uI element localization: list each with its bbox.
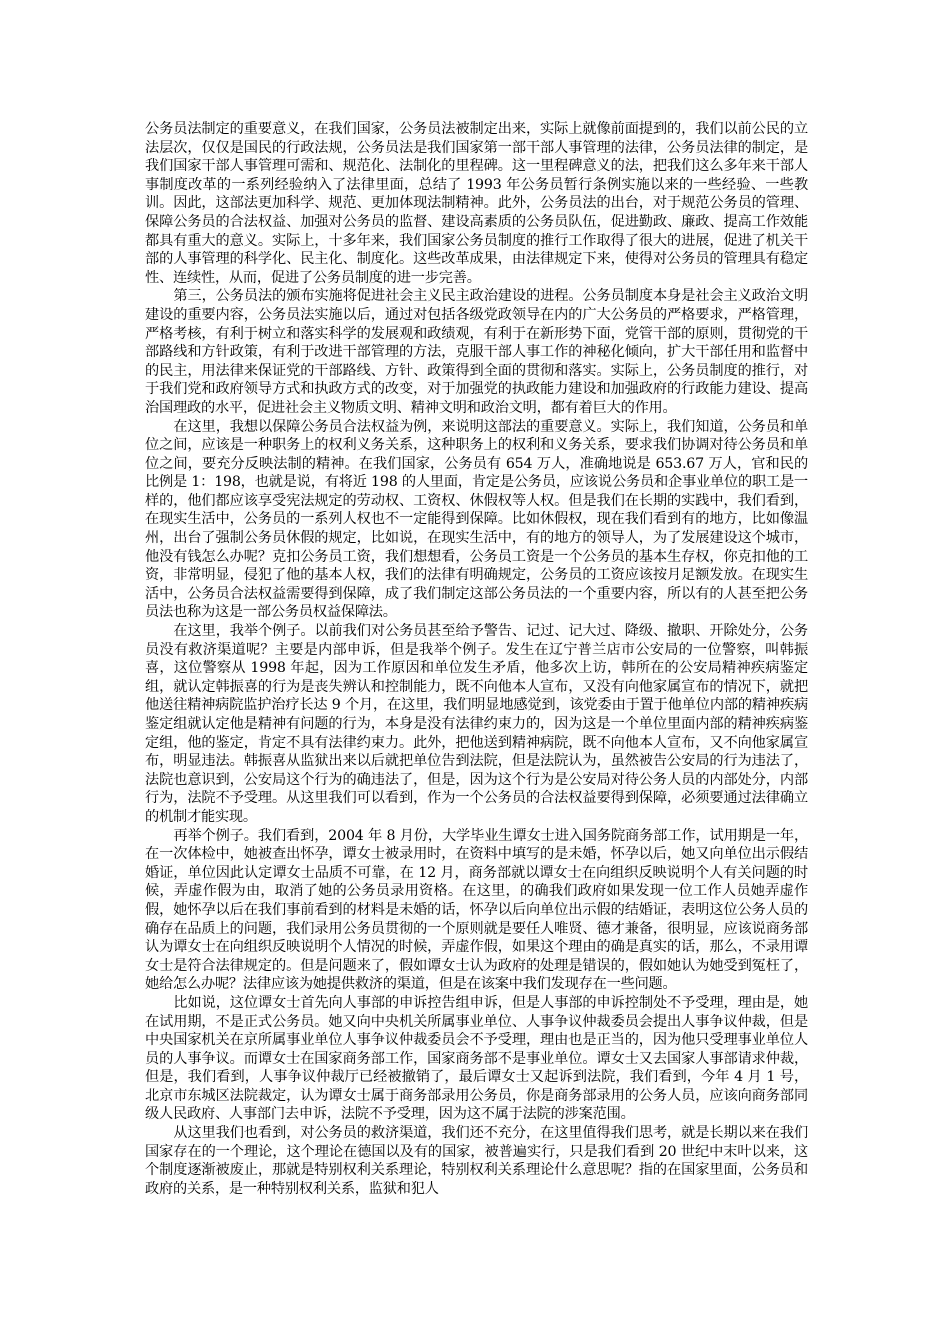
- document-page: [145, 120, 808, 1198]
- paragraph-appeal-channels: 比如说，这位谭女士首先向人事部的申诉控告组申诉，但是人事部的申诉控制处不予受理，理由是，她在试用期，不是正式公务员。她又向中央机关所属事业单位、人事争议仲裁委员会提出人事争议仲裁，但是中央国家机关在京所属事业单位人事争议仲裁委员会不予受理，理由也是正当的，因为他只受理事业单位人员的人事争议。而谭女士在国家商务部工作，国家商务部不是事业单位。谭女士又去国家人事部请求仲裁，但是，我们看到，人事争议仲裁厅已经被撤销了，最后谭女士又起诉到法院，我们看到，今年 4 月 1 号，北京市东城区法院裁定，认为谭女士属于商务部录用公务员，你是商务部录用的公务人员，应该向商务部同级人民政府、人事部门去申诉，法院不予受理，因为这不属于法院的涉案范围。: [145, 994, 808, 1123]
- paragraph-example-commerce: 再举个例子。我们看到，2004 年 8 月份，大学毕业生谭女士进入国务院商务部工作，试用期是一年，在一次体检中，她被查出怀孕，谭女士被录用时，在资料中填写的是未婚，怀孕以后，她又向单位出示假结婚证，单位因此认定谭女士品质不可靠，在 12 月，商务部就以谭女士在向组织反映说明个人有关问题的时候，弄虚作假为由，取消了她的公务员录用资格。在这里，的确我们政府如果发现一位工作人员她弄虚作假，她怀孕以后在我们事前看到的材料是未婚的话，怀孕以后向单位出示假的结婚证，表明这位公务人员的确存在品质上的问题，我们录用公务员贯彻的一个原则就是要任人唯贤、德才兼备，很明显，应该说商务部认为谭女士在向组织反映说明个人情况的时候，弄虚作假，如果这个理由的确是真实的话，那么，不录用谭女士是符合法律规定的。但是问题来了，假如谭女士认为政府的处理是错误的，假如她认为她受到冤枉了，她给怎么办呢？法律应该为她提供救济的渠道，但是在该案中我们发现存在一些问题。: [145, 827, 808, 993]
- paragraph-third-point: 第三，公务员法的颁布实施将促进社会主义民主政治建设的进程。公务员制度本身是社会主义政治文明建设的重要内容，公务员法实施以后，通过对包括各级党政领导在内的广大公务员的严格要求，严格管理，严格考核，有利于树立和落实科学的发展观和政绩观，有利于在新形势下面，党管干部的原则，贯彻党的干部路线和方针政策，有利于改进干部管理的方法，克服干部人事工作的神秘化倾向，扩大干部任用和监督中的民主，用法律来保证党的干部路线、方针、政策得到全面的贯彻和落实。实际上，公务员制度的推行，对于我们党和政府领导方式和执政方式的改变，对于加强党的执政能力建设和加强政府的行政能力建设、提高治国理政的水平，促进社会主义物质文明、精神文明和政治文明，都有着巨大的作用。: [145, 288, 808, 416]
- paragraph-rights-protection: 在这里，我想以保障公务员合法权益为例，来说明这部法的重要意义。实际上，我们知道，公务员和单位之间，应该是一种职务上的权利义务关系，这种职务上的权利和义务关系，要求我们协调对待公务员和单位之间，要充分反映法制的精神。在我们国家，公务员有 654 万人，准确地说是 653.67 万人，官和民的比例是 1：198，也就是说，有将近 198 的人里面，肯定是公务员，应该说公务员和企事业单位的职工是一样的，他们都应该享受宪法规定的劳动权、工资权、休假权等人权。但是我们在长期的实践中，我们看到，在现实生活中，公务员的一系列人权也不一定能得到保障。比如休假权，现在我们看到有的地方，比如像温州，出台了强制公务员休假的规定，比如说，在现实生活中，有的地方的领导人，为了发展建设这个城市，他没有钱怎么办呢？克扣公务员工资，我们想想看，公务员工资是一个公务员的基本生存权，你克扣他的工资，非常明显，侵犯了他的基本人权，我们的法律有明确规定，公务员的工资应该按月足额发放。在现实生活中，公务员合法权益需要得到保障，成了我们制定这部公务员法的一个重要内容，所以有的人甚至把公务员法也称为这是一部公务员权益保障法。: [145, 418, 808, 621]
- paragraph-special-relationship: 从这里我们也看到，对公务员的救济渠道，我们还不充分，在这里值得我们思考，就是长期以来在我们国家存在的一个理论，这个理论在德国以及有的国家，被普遍实行，只是我们看到 20 世纪中末叶以来，这个制度逐渐被废止，那就是特别权利关系理论，特别权利关系理论什么意思呢？指的在国家里面，公务员和政府的关系，是一种特别权利关系，监狱和犯人: [145, 1125, 808, 1197]
- paragraph-example-police: 在这里，我举个例子。以前我们对公务员甚至给予警告、记过、记大过、降级、撤职、开除处分，公务员没有救济渠道呢？主要是内部申诉，但是我举个例子。发生在辽宁普兰店市公安局的一位警察，叫韩振喜，这位警察从 1998 年起，因为工作原因和单位发生矛盾，他多次上访，韩所在的公安局精神疾病鉴定组，就认定韩振喜的行为是丧失辨认和控制能力，既不向他本人宣布，又没有向他家属宣布的情况下，就把他送往精神病院监护治疗长达 9 个月，在这里，我们明显地感觉到，该党委由于置于他单位内部的精神疾病鉴定组就认定他是精神有问题的行为，本身是没有法律约束力的，因为这是一个单位里面内部的精神疾病鉴定组，他的鉴定，肯定不具有法律约束力。此外，把他送到精神病院，既不向他本人宣布，又不向他家属宣布，明显违法。韩振喜从监狱出来以后就把单位告到法院，但是法院认为，虽然被告公安局的行为违法了，法院也意识到，公安局这个行为的确违法了，但是，因为这个行为是公安局对待公务人员的内部处分，内部行为，法院不予受理。从这里我们可以看到，作为一个公务员的合法权益要得到保障，必须要通过法律确立的机制才能实现。: [145, 623, 808, 825]
- paragraph-significance: 公务员法制定的重要意义，在我们国家，公务员法被制定出来，实际上就像前面提到的，我们以前公民的立法层次，仅仅是国民的行政法规，公务员法是我们国家第一部干部人事管理的法律，公务员法律的制定，是我们国家干部人事管理可需和、规范化、法制化的里程碑。这一里程碑意义的法，把我们这么多年来干部人事制度改革的一系列经验纳入了法律里面，总结了 1993 年公务员暂行条例实施以来的一些经验、一些教训。因此，这部法更加科学、规范、更加体现法制精神。此外，公务员法的出台，对于规范公务员的管理、保障公务员的合法权益、加强对公务员的监督、建设高素质的公务员队伍，促进勤政、廉政、提高工作效能都具有重大的意义。实际上，十多年来，我们国家公务员制度的推行工作取得了很大的进展，促进了机关干部的人事管理的科学化、民主化、制度化。这些改革成果，由法律规定下来，使得对公务员的管理具有稳定性、连续性，从而，促进了公务员制度的进一步完善。: [145, 121, 808, 286]
